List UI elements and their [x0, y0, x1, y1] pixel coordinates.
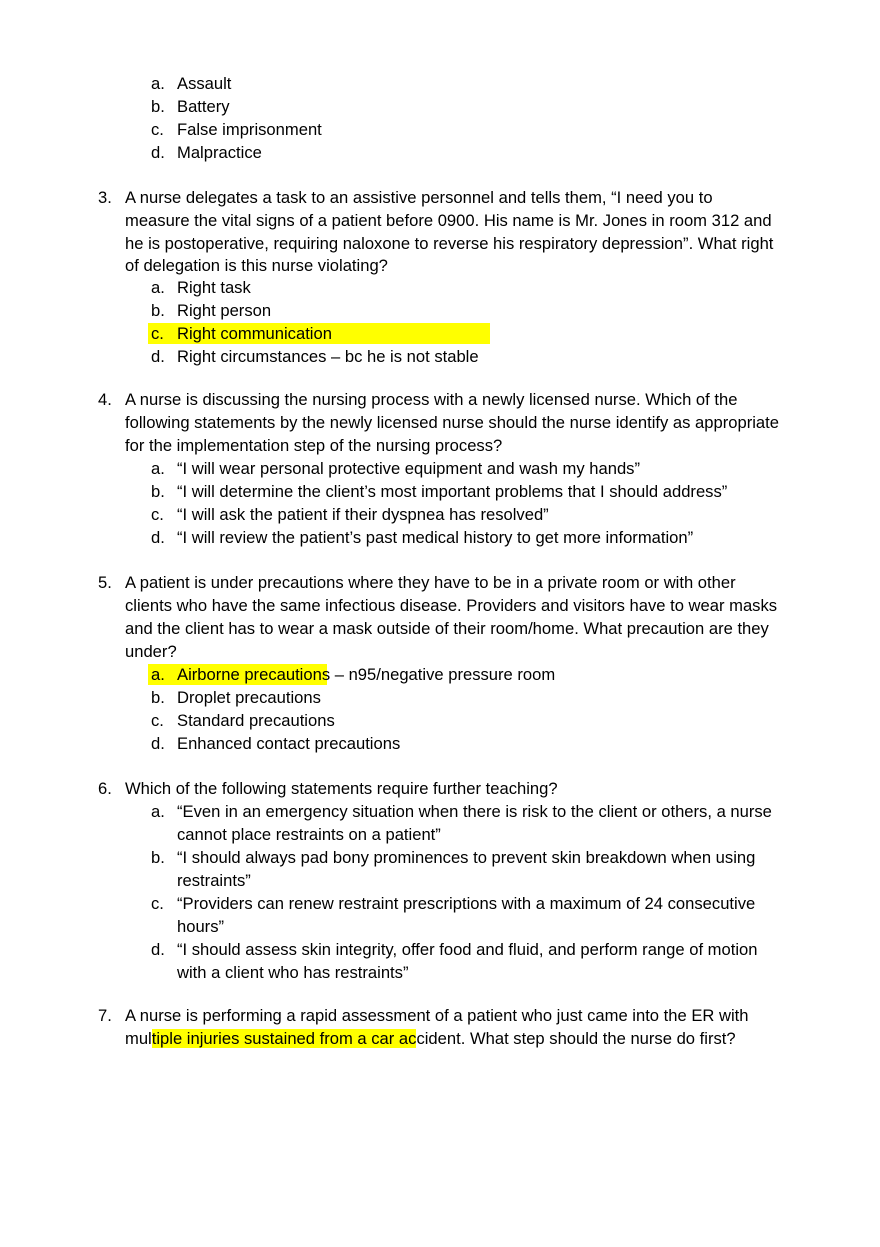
question-text: A nurse delegates a task to an assistive personnel and tells them, “I need you to	[125, 188, 713, 207]
question-line	[0, 209, 880, 232]
question-line	[0, 617, 880, 640]
option-letter: a.	[151, 665, 165, 684]
option-text: False imprisonment	[177, 120, 322, 139]
question-number: 3.	[98, 188, 112, 207]
option-item-highlighted	[0, 663, 880, 686]
option-text: hours”	[177, 917, 225, 936]
question-text: of delegation is this nurse violating?	[125, 256, 388, 275]
question-text	[125, 1027, 736, 1050]
question-line	[0, 411, 880, 434]
option-text: Enhanced contact precautions	[177, 734, 401, 753]
option-text: “I will ask the patient if their dyspnea has resolved”	[177, 505, 549, 524]
question-text: A nurse is discussing the nursing process with a newly licensed nurse. Which of the	[125, 390, 738, 409]
question-text: A patient is under precautions where they have to be in a private room or with other	[125, 573, 736, 592]
question-line	[0, 255, 880, 276]
option-text: with a client who has restraints”	[177, 963, 409, 982]
question-line	[0, 434, 880, 457]
option-text: Malpractice	[177, 143, 262, 162]
question-6	[0, 777, 880, 984]
option-letter: c.	[151, 505, 164, 524]
option-text	[177, 663, 555, 686]
option-item	[0, 503, 880, 526]
option-letter: c.	[151, 120, 164, 139]
option-item	[0, 95, 880, 118]
question-7	[0, 1004, 880, 1050]
option-item	[0, 141, 880, 164]
option-item	[0, 276, 880, 299]
option-letter: c.	[151, 894, 164, 913]
option-item	[0, 480, 880, 503]
question-number: 5.	[98, 573, 112, 592]
option-letter: a.	[151, 459, 165, 478]
option-item	[0, 800, 880, 823]
option-text: “Providers can renew restraint prescriptions with a maximum of 24 consecutive	[177, 894, 756, 913]
option-letter: b.	[151, 688, 165, 707]
option-letter: b.	[151, 301, 165, 320]
option-text: “I will wear personal protective equipment and wash my hands”	[177, 459, 641, 478]
option-item	[0, 72, 880, 95]
option-letter: a.	[151, 802, 165, 821]
option-item-continued	[0, 915, 880, 938]
option-letter: d.	[151, 143, 165, 162]
highlighted-text: Airborne precaution	[177, 665, 322, 684]
question-text: he is postoperative, requiring naloxone to reverse his respiratory depression”. What right	[125, 234, 774, 253]
question-text: under?	[125, 642, 177, 661]
option-text: “Even in an emergency situation when there is risk to the client or others, a nurse	[177, 802, 772, 821]
question-2-options	[0, 72, 880, 164]
option-item-highlighted	[0, 322, 880, 345]
option-text: Droplet precautions	[177, 688, 321, 707]
option-text: Right person	[177, 301, 272, 320]
option-text: cannot place restraints on a patient”	[177, 825, 441, 844]
option-text: “I should always pad bony prominences to prevent skin breakdown when using	[177, 848, 756, 867]
question-4	[0, 388, 880, 549]
option-item	[0, 345, 880, 368]
question-5	[0, 571, 880, 755]
option-item	[0, 846, 880, 869]
option-letter: b.	[151, 848, 165, 867]
option-letter: d.	[151, 734, 165, 753]
option-item	[0, 118, 880, 141]
question-number: 6.	[98, 779, 112, 798]
question-text: A nurse is performing a rapid assessment of a patient who just came into the ER with	[125, 1006, 749, 1025]
option-item	[0, 457, 880, 480]
option-text: “I should assess skin integrity, offer food and fluid, and perform range of motion	[177, 940, 758, 959]
option-item	[0, 299, 880, 322]
question-line	[0, 777, 880, 800]
question-line	[0, 571, 880, 594]
option-item	[0, 892, 880, 915]
question-line	[0, 594, 880, 617]
question-text: and the client has to wear a mask outside of their room/home. What precaution are they	[125, 619, 769, 638]
highlighted-text: tiple injuries sustained from a car ac	[151, 1029, 417, 1048]
question-text: clients who have the same infectious disease. Providers and visitors have to wear masks	[125, 596, 778, 615]
question-line	[0, 388, 880, 411]
option-item	[0, 938, 880, 961]
option-text: Right communication	[177, 324, 332, 343]
option-text: “I will determine the client’s most important problems that I should address”	[177, 482, 728, 501]
option-letter: a.	[151, 74, 165, 93]
question-line	[0, 1004, 880, 1027]
option-letter: a.	[151, 278, 165, 297]
question-text: following statements by the newly licensed nurse should the nurse identify as appropriate	[125, 413, 779, 432]
option-text: restraints”	[177, 871, 251, 890]
question-text: Which of the following statements require further teaching?	[125, 779, 558, 798]
text-segment: mul	[125, 1029, 152, 1048]
option-text: Right task	[177, 278, 251, 297]
option-text: Battery	[177, 97, 230, 116]
option-item	[0, 526, 880, 549]
option-item-continued	[0, 823, 880, 846]
option-letter: d.	[151, 940, 165, 959]
question-line	[0, 1027, 880, 1050]
option-item	[0, 686, 880, 709]
question-number: 7.	[98, 1006, 112, 1025]
option-letter: c.	[151, 711, 164, 730]
option-text: Standard precautions	[177, 711, 335, 730]
annotation-text: s – n95/negative pressure room	[321, 665, 556, 684]
option-item	[0, 732, 880, 755]
option-letter: b.	[151, 482, 165, 501]
option-text: “I will review the patient’s past medical history to get more information”	[177, 528, 694, 547]
option-item	[0, 709, 880, 732]
option-letter: d.	[151, 528, 165, 547]
question-number: 4.	[98, 390, 112, 409]
option-text: Assault	[177, 74, 232, 93]
option-text: Right circumstances – bc he is not stable	[177, 347, 479, 366]
option-letter: b.	[151, 97, 165, 116]
question-text: for the implementation step of the nursing process?	[125, 436, 503, 455]
question-line	[0, 186, 880, 209]
question-line	[0, 232, 880, 255]
question-line	[0, 640, 880, 663]
option-item-continued	[0, 961, 880, 984]
option-letter: c.	[151, 324, 164, 343]
option-item-continued	[0, 869, 880, 892]
option-letter: d.	[151, 347, 165, 366]
text-segment: cident. What step should the nurse do first?	[416, 1029, 736, 1048]
question-text: measure the vital signs of a patient before 0900. His name is Mr. Jones in room 312 and	[125, 211, 772, 230]
question-3	[0, 186, 880, 368]
